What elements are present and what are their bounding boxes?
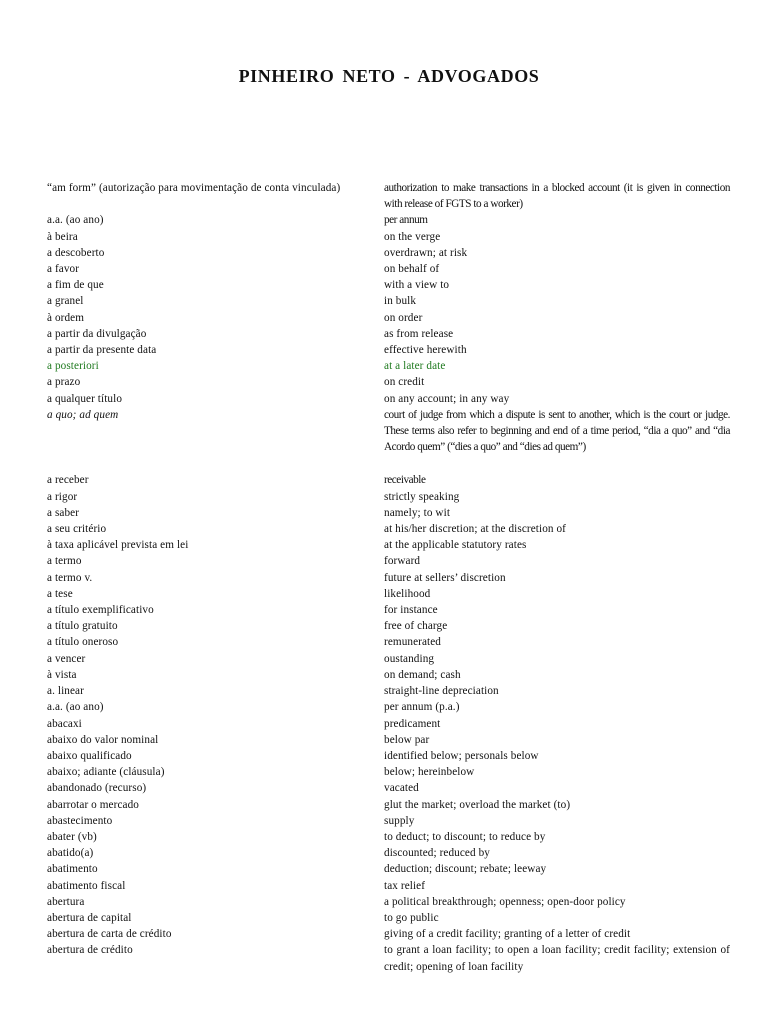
portuguese-term: abertura de carta de crédito (47, 928, 172, 941)
glossary-row (0, 845, 768, 861)
portuguese-term: abertura (47, 895, 85, 908)
portuguese-term: a partir da presente data (47, 344, 157, 357)
portuguese-term: a qualquer título (47, 392, 123, 405)
glossary-table (0, 180, 768, 975)
portuguese-term: à beira (47, 230, 78, 243)
portuguese-term: a.a. (ao ano) (47, 701, 104, 714)
page-title: PINHEIRO NETO - ADVOGADOS (238, 66, 540, 86)
portuguese-term: “am form” (autorização para movimentação de conta vinculada) (47, 182, 341, 194)
portuguese-term: abaixo; adiante (cláusula) (47, 766, 165, 779)
glossary-row (0, 764, 768, 780)
portuguese-term: à vista (47, 668, 77, 681)
english-translation: per annum (p.a.) (384, 701, 460, 714)
portuguese-term: abandonado (recurso) (47, 782, 147, 795)
english-translation: as from release (384, 327, 454, 340)
glossary-row (0, 780, 768, 796)
english-translation: a political breakthrough; openness; open-door policy (384, 895, 626, 908)
english-translation: remunerated (384, 636, 442, 649)
portuguese-term: a título exemplificativo (47, 604, 154, 617)
english-translation: at the applicable statutory rates (384, 539, 527, 552)
english-translation: below par (384, 733, 430, 746)
glossary-row (0, 277, 768, 293)
glossary-row (0, 326, 768, 342)
portuguese-term: abastecimento (47, 814, 113, 827)
glossary-row (0, 570, 768, 586)
glossary-row (0, 489, 768, 505)
glossary-row (0, 293, 768, 309)
portuguese-term: abertura de crédito (47, 944, 133, 957)
portuguese-term: à ordem (47, 311, 85, 324)
glossary-row (0, 861, 768, 877)
english-translation: on behalf of (384, 263, 440, 276)
portuguese-term: abacaxi (47, 717, 82, 730)
english-translation: glut the market; overload the market (to) (384, 798, 571, 811)
english-translation: giving of a credit facility; granting of a letter of credit (384, 928, 631, 941)
glossary-row (0, 310, 768, 326)
english-translation: namely; to wit (384, 506, 451, 519)
glossary-row (0, 553, 768, 569)
portuguese-term: abertura de capital (47, 911, 132, 924)
english-translation: receivable (384, 474, 426, 487)
english-translation: overdrawn; at risk (384, 246, 468, 259)
portuguese-term: à taxa aplicável prevista em lei (47, 539, 189, 552)
glossary-row (0, 245, 768, 261)
english-translation: tax relief (384, 879, 426, 892)
english-translation: future at sellers’ discretion (384, 571, 506, 584)
portuguese-term: a rigor (47, 490, 78, 503)
english-translation: vacated (384, 782, 419, 795)
glossary-row (0, 261, 768, 277)
english-translation: authorization to make transactions in a blocked account (it is given in connection with release of FGTS to a worker) (384, 182, 730, 211)
english-translation: forward (384, 555, 421, 568)
glossary-row (0, 894, 768, 910)
portuguese-term: a quo; ad quem (47, 408, 119, 421)
glossary-row (0, 521, 768, 537)
glossary-row (0, 926, 768, 942)
english-translation: below; hereinbelow (384, 766, 475, 779)
english-translation: predicament (384, 717, 441, 730)
glossary-row (0, 537, 768, 553)
portuguese-term: a título oneroso (47, 636, 119, 649)
english-translation: discounted; reduced by (384, 847, 490, 860)
english-translation: on any account; in any way (384, 392, 510, 405)
glossary-row (0, 212, 768, 228)
portuguese-term: abatido(a) (47, 847, 94, 860)
english-translation: straight-line depreciation (384, 685, 499, 698)
english-translation: on the verge (384, 230, 441, 243)
english-translation: on demand; cash (384, 668, 461, 681)
portuguese-term: a partir da divulgação (47, 327, 147, 340)
glossary-row (0, 229, 768, 245)
portuguese-term: abarrotar o mercado (47, 798, 139, 811)
english-translation: strictly speaking (384, 490, 460, 503)
glossary-row (0, 618, 768, 634)
english-translation: to go public (384, 911, 439, 924)
portuguese-term: a vencer (47, 652, 86, 665)
glossary-row (0, 407, 768, 456)
glossary-row (0, 910, 768, 926)
portuguese-term: a receber (47, 474, 89, 487)
glossary-row (0, 699, 768, 715)
english-translation: deduction; discount; rebate; leeway (384, 863, 547, 876)
english-translation: in bulk (384, 295, 417, 308)
english-translation: per annum (384, 214, 428, 227)
glossary-row (0, 651, 768, 667)
english-translation: for instance (384, 604, 438, 617)
english-translation: at his/her discretion; at the discretion of (384, 523, 567, 536)
glossary-row (0, 748, 768, 764)
glossary-row (0, 180, 768, 212)
portuguese-term: abaixo do valor nominal (47, 733, 159, 746)
english-translation: on credit (384, 376, 425, 389)
portuguese-term: a fim de que (47, 279, 104, 292)
glossary-row (0, 634, 768, 650)
portuguese-term: a termo (47, 555, 82, 568)
english-translation: to grant a loan facility; to open a loan facility; credit facility; extension of credit; opening of loan facility (384, 944, 730, 973)
glossary-row (0, 797, 768, 813)
portuguese-term: a termo v. (47, 571, 93, 584)
glossary-row (0, 813, 768, 829)
glossary-row (0, 342, 768, 358)
glossary-row (0, 683, 768, 699)
english-translation: on order (384, 311, 423, 324)
glossary-row (0, 732, 768, 748)
portuguese-term: abatimento (47, 863, 98, 876)
english-translation: to deduct; to discount; to reduce by (384, 830, 546, 843)
portuguese-term: a. linear (47, 685, 84, 698)
portuguese-term: a granel (47, 295, 84, 308)
glossary-row (0, 829, 768, 845)
portuguese-term: a saber (47, 506, 80, 519)
english-translation: free of charge (384, 620, 448, 633)
english-translation: likelihood (384, 587, 431, 600)
glossary-row (0, 942, 768, 974)
english-translation: with a view to (384, 279, 450, 292)
glossary-row (0, 586, 768, 602)
glossary-row (0, 878, 768, 894)
glossary-row (0, 374, 768, 390)
glossary-row (0, 472, 768, 488)
portuguese-term: a título gratuito (47, 620, 118, 633)
portuguese-term: a posteriori (47, 360, 99, 373)
english-translation: court of judge from which a dispute is sent to another, which is the court or judge. These terms also refer to beginning and end of a time period, “dia a quo” and “dia Acordo quem” (“dies a quo” and “dies ad quem”) (384, 408, 730, 454)
portuguese-term: a prazo (47, 376, 81, 389)
glossary-row (0, 716, 768, 732)
glossary-row (0, 391, 768, 407)
portuguese-term: a tese (47, 587, 73, 600)
english-translation: effective herewith (384, 344, 467, 357)
portuguese-term: abatimento fiscal (47, 879, 126, 892)
glossary-row-highlighted (0, 358, 768, 374)
portuguese-term: a favor (47, 263, 80, 276)
portuguese-term: abater (vb) (47, 830, 97, 843)
english-translation: identified below; personals below (384, 749, 539, 762)
english-translation: supply (384, 814, 415, 827)
glossary-row (0, 602, 768, 618)
portuguese-term: a descoberto (47, 246, 105, 259)
portuguese-term: abaixo qualificado (47, 749, 132, 762)
glossary-row (0, 505, 768, 521)
portuguese-term: a.a. (ao ano) (47, 214, 104, 227)
glossary-row (0, 667, 768, 683)
english-translation: at a later date (384, 360, 446, 373)
portuguese-term: a seu critério (47, 523, 107, 536)
english-translation: oustanding (384, 652, 435, 665)
